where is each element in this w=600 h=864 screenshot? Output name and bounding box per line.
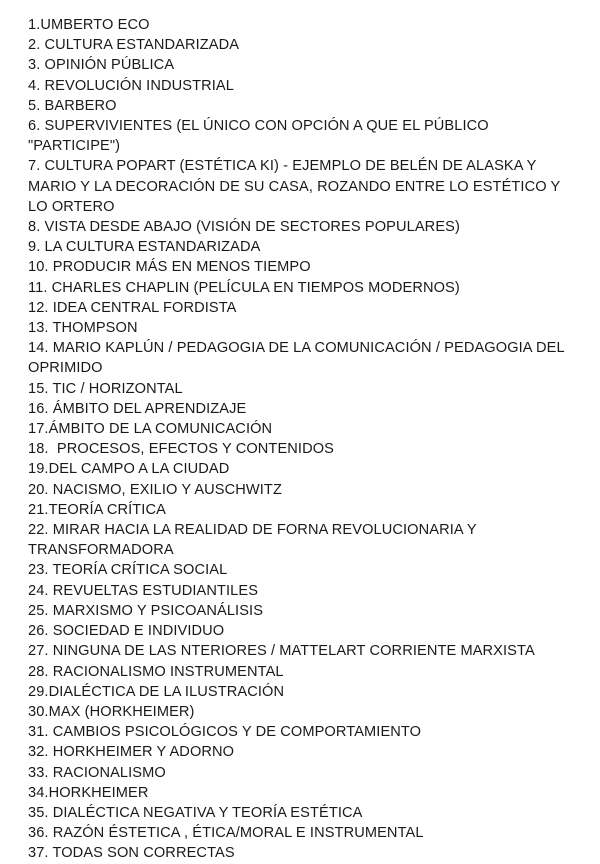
answer-item: 34.HORKHEIMER	[28, 784, 149, 801]
answer-item: 31. CAMBIOS PSICOLÓGICOS Y DE COMPORTAMIENTO	[28, 724, 422, 741]
answer-item: 15. TIC / HORIZONTAL	[28, 380, 183, 397]
answer-item: 3. OPINIÓN PÚBLICA	[28, 57, 175, 74]
answer-item: 6. SUPERVIVIENTES (EL ÚNICO CON OPCIÓN A QUE EL PÚBLICO "PARTICIPE")	[28, 118, 493, 155]
answer-item: 13. THOMPSON	[28, 320, 138, 337]
answer-item: 11. CHARLES CHAPLIN (PELÍCULA EN TIEMPOS MODERNOS)	[28, 279, 460, 296]
answer-item: 28. RACIONALISMO INSTRUMENTAL	[28, 663, 284, 680]
answer-item: 36. RAZÓN ÉSTETICA , ÉTICA/MORAL E INSTRUMENTAL	[28, 825, 424, 842]
answer-item: 14. MARIO KAPLÚN / PEDAGOGIA DE LA COMUNICACIÓN / PEDAGOGIA DEL OPRIMIDO	[28, 340, 569, 377]
answer-item: 9. LA CULTURA ESTANDARIZADA	[28, 239, 261, 256]
answer-item: 23. TEORÍA CRÍTICA SOCIAL	[28, 562, 228, 579]
answer-item: 29.DIALÉCTICA DE LA ILUSTRACIÓN	[28, 683, 285, 700]
answer-item: 12. IDEA CENTRAL FORDISTA	[28, 299, 237, 316]
answer-item: 18. PROCESOS, EFECTOS Y CONTENIDOS	[28, 441, 334, 458]
answer-list	[28, 15, 582, 864]
answer-item: 5. BARBERO	[28, 97, 117, 114]
answer-item: 32. HORKHEIMER Y ADORNO	[28, 744, 235, 761]
answer-item: 26. SOCIEDAD E INDIVIDUO	[28, 623, 225, 640]
answer-item: 24. REVUELTAS ESTUDIANTILES	[28, 582, 259, 599]
answer-item: 35. DIALÉCTICA NEGATIVA Y TEORÍA ESTÉTICA	[28, 804, 363, 821]
answer-item: 21.TEORÍA CRÍTICA	[28, 501, 166, 518]
answer-item: 2. CULTURA ESTANDARIZADA	[28, 37, 240, 54]
answer-item: 4. REVOLUCIÓN INDUSTRIAL	[28, 77, 234, 94]
answer-item: 25. MARXISMO Y PSICOANÁLISIS	[28, 602, 264, 619]
answer-item: 33. RACIONALISMO	[28, 764, 166, 781]
answer-item: 7. CULTURA POPART (ESTÉTICA KI) - EJEMPLO DE BELÉN DE ALASKA Y MARIO Y LA DECORACIÓN DE SU CASA, ROZANDO ENTRE LO ESTÉTICO Y LO ORTERO	[28, 158, 565, 215]
answer-item: 27. NINGUNA DE LAS NTERIORES / MATTELART CORRIENTE MARXISTA	[28, 643, 535, 660]
answer-item: 1.UMBERTO ECO	[28, 17, 150, 33]
answer-item: 17.ÁMBITO DE LA COMUNICACIÓN	[28, 421, 273, 438]
answer-item: 22. MIRAR HACIA LA REALIDAD DE FORNA REVOLUCIONARIA Y TRANSFORMADORA	[28, 522, 481, 559]
answer-item: 30.MAX (HORKHEIMER)	[28, 703, 195, 720]
answer-item: 37. TODAS SON CORRECTAS	[28, 845, 235, 862]
answer-item: 19.DEL CAMPO A LA CIUDAD	[28, 461, 230, 478]
answer-item: 16. ÁMBITO DEL APRENDIZAJE	[28, 400, 247, 417]
answer-item: 20. NACISMO, EXILIO Y AUSCHWITZ	[28, 481, 282, 498]
answer-item: 10. PRODUCIR MÁS EN MENOS TIEMPO	[28, 259, 311, 276]
answer-item: 8. VISTA DESDE ABAJO (VISIÓN DE SECTORES POPULARES)	[28, 219, 460, 236]
